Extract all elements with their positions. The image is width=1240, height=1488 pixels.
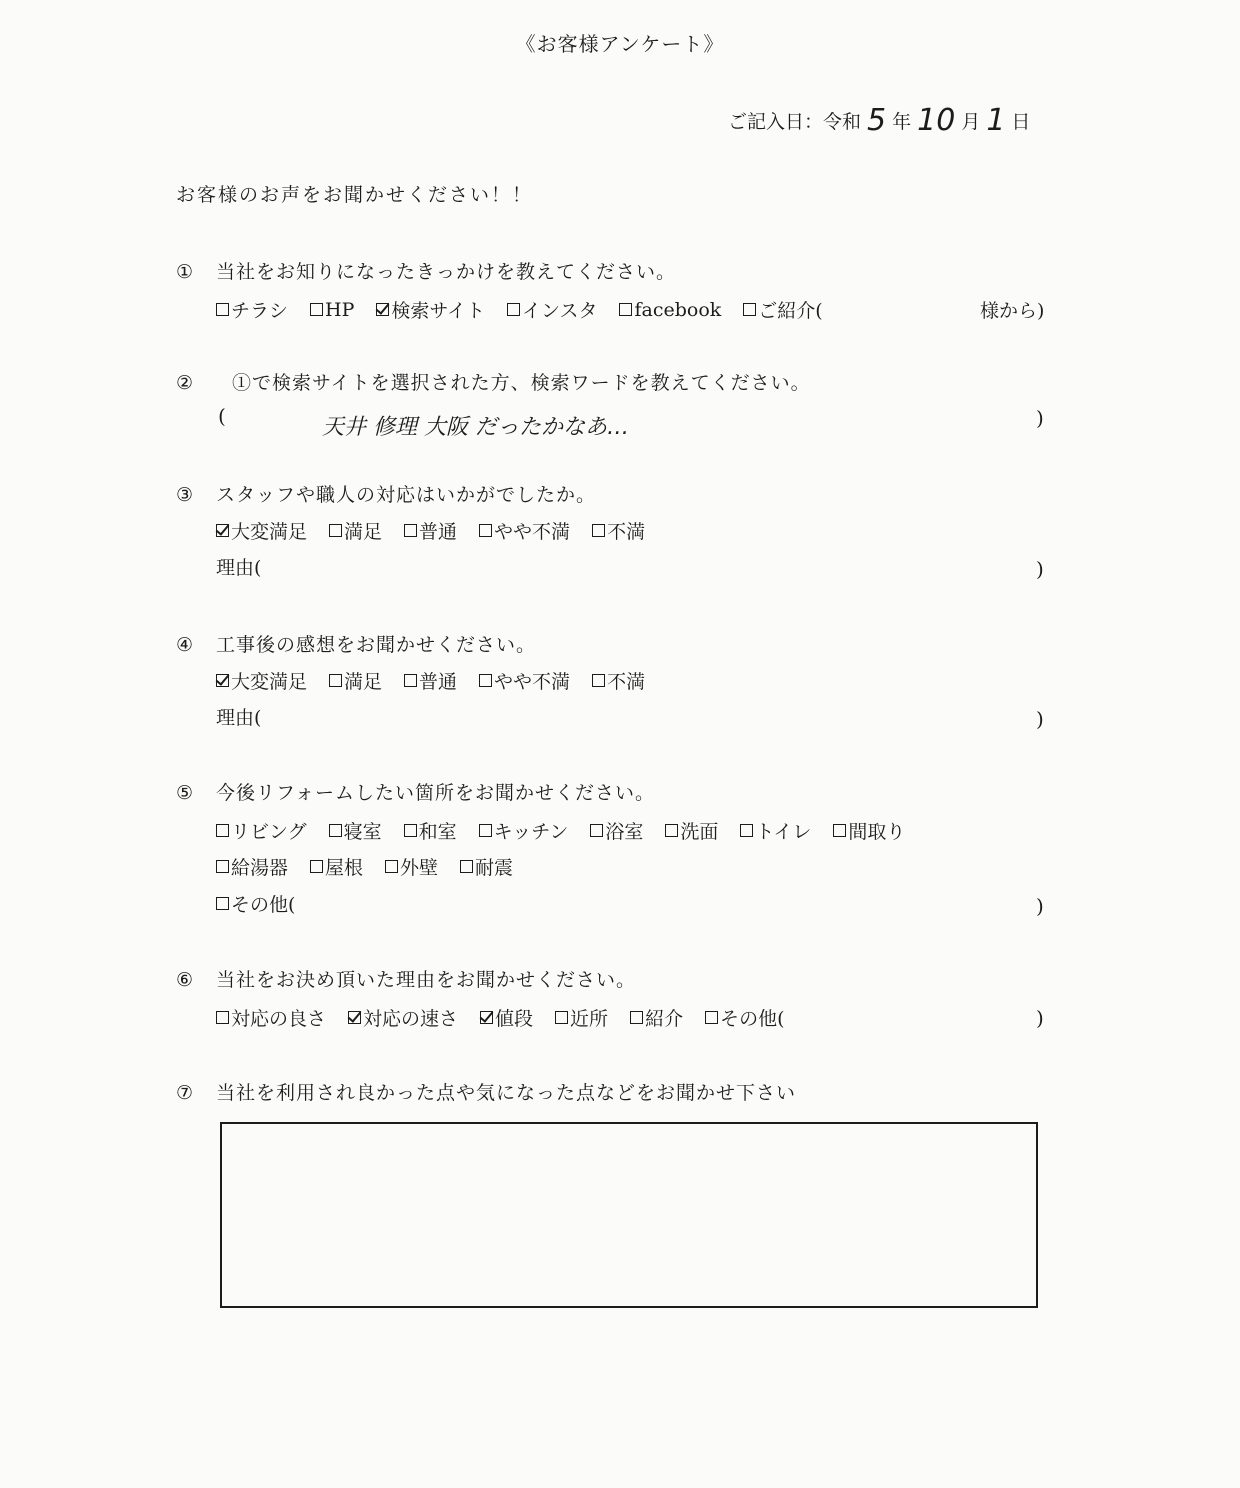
q3-text: スタッフや職人の対応はいかがでしたか。 xyxy=(216,484,597,506)
checkbox-checked[interactable] xyxy=(216,524,229,537)
question-6 xyxy=(176,965,636,992)
intro-text: お客様のお声をお聞かせください！！ xyxy=(176,184,534,206)
question-2 xyxy=(176,368,811,395)
checkbox[interactable] xyxy=(216,1011,229,1024)
q6-option[interactable]: その他( xyxy=(705,1004,784,1031)
date-year-unit: 年 xyxy=(892,111,912,133)
q7-text: 当社を利用され良かった点や気になった点などをお聞かせ下さい xyxy=(216,1082,797,1104)
date-month-unit: 月 xyxy=(961,111,981,133)
question-1 xyxy=(176,257,676,284)
checkbox[interactable] xyxy=(592,674,605,687)
q6-option[interactable]: 近所 xyxy=(555,1004,608,1031)
q4-options xyxy=(216,667,667,694)
q4-text: 工事後の感想をお聞かせください。 xyxy=(216,634,537,656)
q5-option[interactable]: トイレ xyxy=(740,817,811,844)
q4-option[interactable]: 満足 xyxy=(329,667,382,694)
q5-option[interactable]: 外壁 xyxy=(385,853,438,880)
q5-option[interactable]: キッチン xyxy=(479,817,569,844)
q5-option[interactable]: 屋根 xyxy=(310,853,363,880)
checkbox[interactable] xyxy=(404,674,417,687)
q3-number: ③ xyxy=(176,484,195,506)
q3-option[interactable]: 不満 xyxy=(592,517,645,544)
date-day[interactable]: 1 xyxy=(986,103,1006,138)
checkbox[interactable] xyxy=(216,303,229,316)
q1-text: 当社をお知りになったきっかけを教えてください。 xyxy=(216,261,677,283)
checkbox[interactable] xyxy=(216,860,229,873)
q2-number: ② xyxy=(176,372,195,394)
checkbox[interactable] xyxy=(665,824,678,837)
checkbox[interactable] xyxy=(740,824,753,837)
checkbox[interactable] xyxy=(329,524,342,537)
checkbox[interactable] xyxy=(479,824,492,837)
checkbox-checked[interactable] xyxy=(216,674,229,687)
date-label: ご記入日：令和 xyxy=(728,111,862,133)
q4-number: ④ xyxy=(176,634,195,656)
checkbox-checked[interactable] xyxy=(348,1011,361,1024)
q4-option[interactable]: 普通 xyxy=(404,667,457,694)
q5-close-paren: ) xyxy=(1036,894,1044,918)
q6-option[interactable]: 対応の速さ xyxy=(348,1004,458,1031)
checkbox[interactable] xyxy=(590,824,603,837)
q1-option[interactable]: チラシ xyxy=(216,296,288,323)
date-line xyxy=(728,103,1030,138)
q2-answer[interactable]: 天井 修理 大阪 だったかなあ… xyxy=(322,415,629,440)
checkbox[interactable] xyxy=(630,1011,643,1024)
q1-option[interactable]: インスタ xyxy=(507,296,597,323)
q5-option-other[interactable]: その他( xyxy=(216,890,295,917)
q4-option[interactable]: やや不満 xyxy=(479,667,570,694)
q3-reason-label: 理由( xyxy=(216,557,262,579)
checkbox[interactable] xyxy=(479,674,492,687)
q5-option[interactable]: 洗面 xyxy=(665,817,718,844)
survey-title: 《お客様アンケート》 xyxy=(515,32,725,56)
question-3 xyxy=(176,480,596,507)
q5-options-row2 xyxy=(216,853,535,880)
q1-option[interactable]: HP xyxy=(310,296,354,323)
q3-options xyxy=(216,517,667,544)
q5-option[interactable]: 間取り xyxy=(833,817,905,844)
date-year[interactable]: 5 xyxy=(867,103,887,138)
q4-close-paren: ) xyxy=(1036,707,1044,731)
date-month[interactable]: 10 xyxy=(917,103,956,138)
q3-option[interactable]: 満足 xyxy=(329,517,382,544)
q3-option[interactable]: やや不満 xyxy=(479,517,570,544)
checkbox[interactable] xyxy=(385,860,398,873)
q5-option[interactable]: 和室 xyxy=(404,817,457,844)
q6-option[interactable]: 値段 xyxy=(480,1004,533,1031)
q1-options xyxy=(216,296,845,323)
q3-option[interactable]: 普通 xyxy=(404,517,457,544)
q2-close-paren: ) xyxy=(1036,406,1044,430)
q6-option[interactable]: 紹介 xyxy=(630,1004,683,1031)
q4-reason-label: 理由( xyxy=(216,707,262,729)
q3-close-paren: ) xyxy=(1036,557,1044,581)
q5-option[interactable]: 寝室 xyxy=(329,817,382,844)
checkbox[interactable] xyxy=(743,303,756,316)
checkbox[interactable] xyxy=(705,1011,718,1024)
checkbox-checked[interactable] xyxy=(376,303,389,316)
q5-option[interactable]: 耐震 xyxy=(460,853,513,880)
q6-number: ⑥ xyxy=(176,969,195,991)
q5-option[interactable]: リビング xyxy=(216,817,307,844)
q7-number: ⑦ xyxy=(176,1082,195,1104)
checkbox[interactable] xyxy=(479,524,492,537)
checkbox[interactable] xyxy=(329,824,342,837)
q5-options-row1 xyxy=(216,817,927,844)
q1-option[interactable]: facebook xyxy=(619,296,721,323)
q2-text: ①で検索サイトを選択された方、検索ワードを教えてください。 xyxy=(232,372,811,394)
date-day-unit: 日 xyxy=(1011,111,1031,133)
q5-option[interactable]: 給湯器 xyxy=(216,853,288,880)
checkbox[interactable] xyxy=(507,303,520,316)
checkbox[interactable] xyxy=(216,897,229,910)
question-7 xyxy=(176,1078,796,1105)
checkbox[interactable] xyxy=(833,824,846,837)
q5-number: ⑤ xyxy=(176,782,195,804)
q5-text: 今後リフォームしたい箇所をお聞かせください。 xyxy=(216,782,656,804)
q5-options-row3 xyxy=(216,890,317,917)
q1-option[interactable]: ご紹介( xyxy=(743,296,822,323)
checkbox[interactable] xyxy=(592,524,605,537)
checkbox[interactable] xyxy=(310,303,323,316)
q7-comment-box[interactable] xyxy=(220,1122,1038,1308)
q5-option[interactable]: 浴室 xyxy=(590,817,643,844)
q6-options xyxy=(216,1004,807,1031)
q2-open-paren: ( xyxy=(218,404,226,428)
checkbox[interactable] xyxy=(310,860,323,873)
q1-number: ① xyxy=(176,261,195,283)
checkbox-checked[interactable] xyxy=(480,1011,493,1024)
checkbox[interactable] xyxy=(216,824,229,837)
checkbox[interactable] xyxy=(404,524,417,537)
checkbox[interactable] xyxy=(555,1011,568,1024)
q1-option[interactable]: 検索サイト xyxy=(376,296,485,323)
question-5 xyxy=(176,778,655,805)
checkbox[interactable] xyxy=(460,860,473,873)
q1-referral-suffix: 様から) xyxy=(980,300,1045,322)
q4-option[interactable]: 大変満足 xyxy=(216,667,307,694)
checkbox[interactable] xyxy=(619,303,632,316)
q6-text: 当社をお決め頂いた理由をお聞かせください。 xyxy=(216,969,637,991)
checkbox[interactable] xyxy=(404,824,417,837)
question-4 xyxy=(176,630,536,657)
q3-option[interactable]: 大変満足 xyxy=(216,517,307,544)
q6-option[interactable]: 対応の良さ xyxy=(216,1004,326,1031)
checkbox[interactable] xyxy=(329,674,342,687)
q4-option[interactable]: 不満 xyxy=(592,667,645,694)
q6-close-paren: ) xyxy=(1036,1006,1044,1030)
